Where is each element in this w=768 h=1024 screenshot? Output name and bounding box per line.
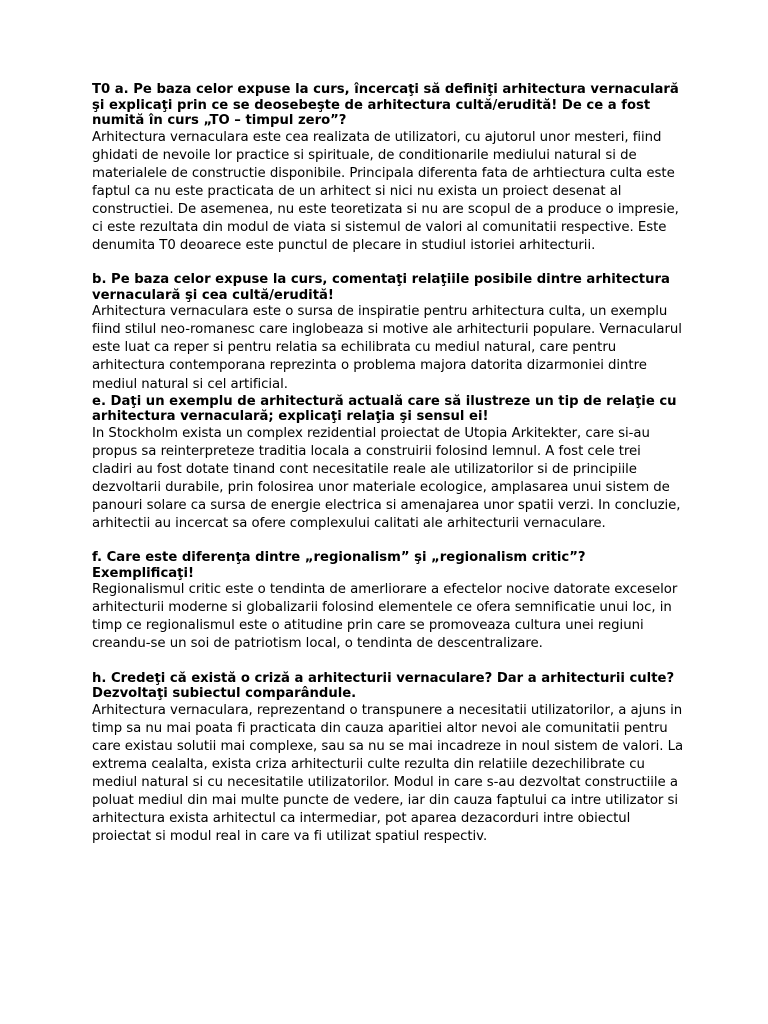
section-f [92,550,684,653]
question-f: f. Care este diferenţa dintre „regionalism” şi „regionalism critic”? Exemplificaţi! [92,550,586,581]
spacer [92,533,684,550]
answer-e: In Stockholm exista un complex rezidential proiectat de Utopia Arkitekter, care si-au propus sa reinterpreteze traditia locala a construirii folosind lemnul. A fost cele trei cladiri au fost dotate tinand cont necesitatile reale ale utilizatorilor si de principiile dezvoltarii durabile, prin folosirea unor materiale ecologice, amplasarea unui sistem de panouri solare ca sursa de energie electrica si amenajarea unor spatii verzi. In concluzie, arhitectii au incercat sa ofere complexului calitati ale arhitecturii vernaculare. [92,425,681,532]
document-page [92,82,684,846]
answer-b: Arhitectura vernaculara este o sursa de inspiratie pentru arhitectura culta, un exemplu fiind stilul neo-romanesc care inglobeaza si motive ale arhitecturii populare. Vernacularul este luat ca reper si pentru relatia sa echilibrata cu mediul natural, care pentru arhitectura contemporana reprezinta o problema majora datorita dizarmoniei dintre mediul natural si cel artificial. [92,304,682,392]
section-b [92,272,684,393]
spacer [92,654,684,671]
question-b: b. Pe baza celor expuse la curs, comentaţi relaţiile posibile dintre arhitectura vernaculară şi cea cultă/erudită! [92,272,670,303]
section-a [92,82,684,255]
answer-f: Regionalismul critic este o tendinta de amerliorare a efectelor nocive datorate exceselor arhitecturii moderne si globalizarii folosind elementele ce ofera semnificatie unui loc, in timp ce regionalismul este o atitudine prin care se promoveaza cultura unei regiuni creandu-se un soi de patriotism local, o tendinta de descentralizare. [92,582,678,652]
spacer [92,255,684,272]
section-h [92,671,684,847]
answer-a: Arhitectura vernaculara este cea realizata de utilizatori, cu ajutorul unor mesteri, fiind ghidati de nevoile lor practice si spirituale, de conditionarile mediului natural si de materialele de constructie disponibile. Principala diferenta fata de arhtiectura culta este faptul ca nu este practicata de un arhitect si nici nu exista un proiect desenat al constructiei. De asemenea, nu este teoretizata si nu are scopul de a produce o impresie, ci este rezultata din modul de viata si sistemul de valori al comunitatii respective. Este denumita T0 deoarece este punctul de plecare in studiul istoriei arhitecturii. [92,129,679,254]
question-h: h. Credeţi că există o criză a arhitecturii vernaculare? Dar a arhitecturii culte? Dezvoltaţi subiectul comparândule. [92,670,675,702]
answer-h: Arhitectura vernaculara, reprezentand o transpunere a necesitatii utilizatorilor, a ajuns in timp sa nu mai poata fi practicata din cauza aparitiei altor nevoi ale comunitatii pentru care existau solutii mai complexe, sau sa nu se mai incadreze in noul sistem de valori. La extrema cealalta, exista criza arhitecturii culte rezulta din relatiile dezechilibrate cu mediul natural si cu necesitatile utilizatorilor. Modul in care s-au dezvoltat constructiile a poluat mediul din mai multe puncte de vedere, iar din cauza faptului ca intre utilizator si arhitectura exista arhitectul ca intermediar, pot aparea dezacorduri intre obiectul proiectat si modul real in care va fi utilizat spatiul respectiv. [92,702,684,845]
question-a: T0 a. Pe baza celor expuse la curs, încercaţi să definiţi arhitectura vernaculară şi explicaţi prin ce se deosebeşte de arhitectura cultă/erudită! De ce a fost numită în curs „TO – timpul zero”? [92,82,679,128]
question-e: e. Daţi un exemplu de arhitectură actuală care să ilustreze un tip de relaţie cu arhitectura vernaculară; explicaţi relaţia şi sensul ei! [92,393,677,425]
section-e [92,394,684,534]
